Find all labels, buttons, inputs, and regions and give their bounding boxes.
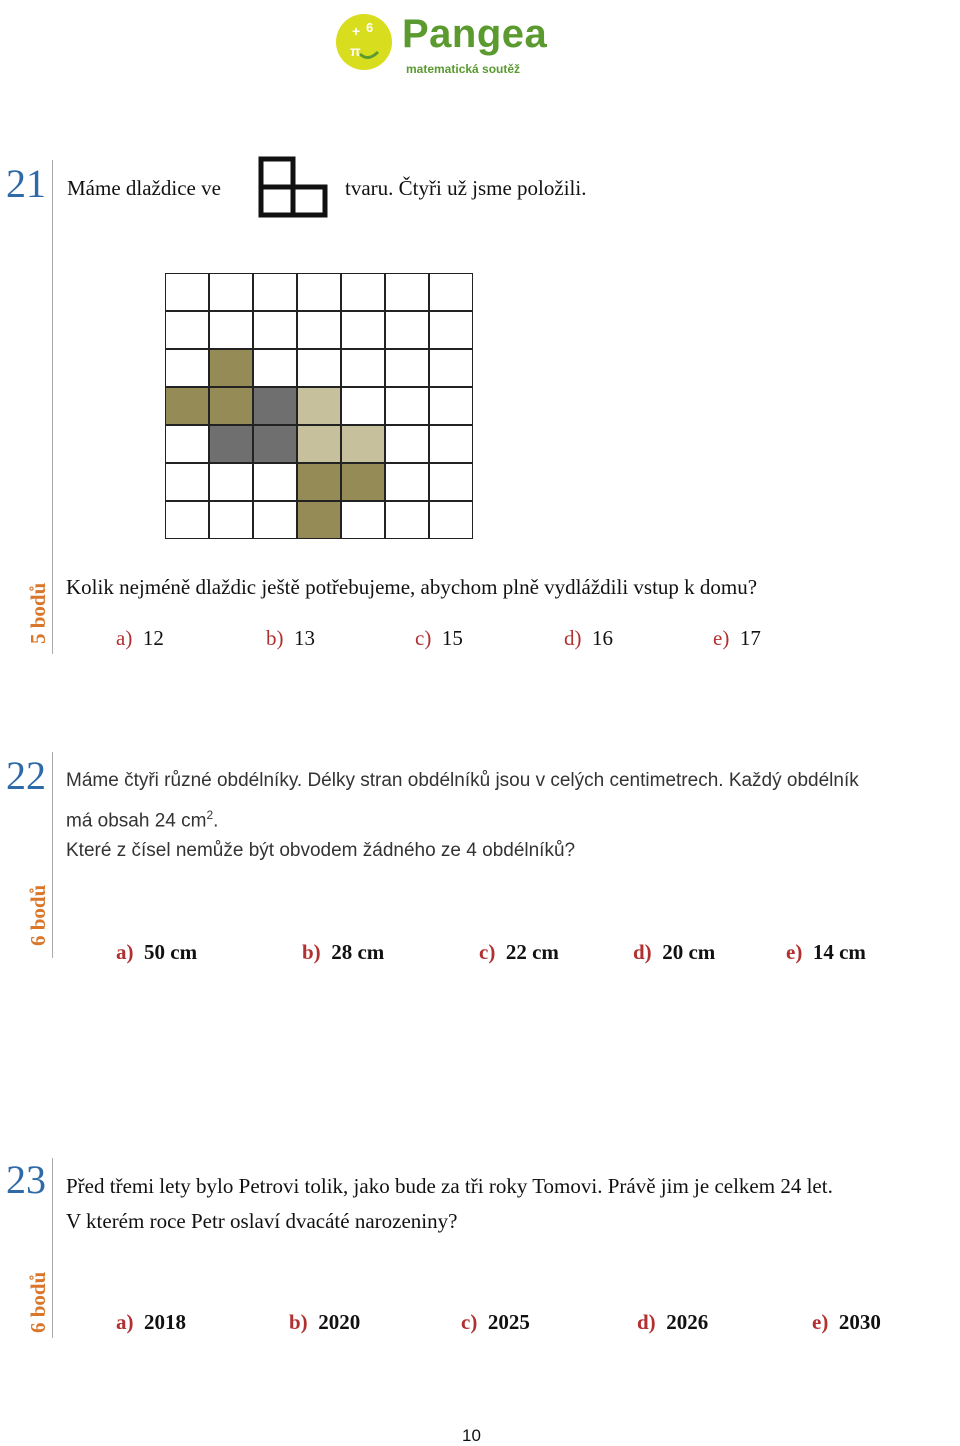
grid-cell-empty <box>385 273 429 311</box>
q22-option-d[interactable] <box>633 940 715 965</box>
grid-cell-empty <box>385 463 429 501</box>
q22-area-text: má obsah 24 cm <box>66 810 207 832</box>
grid-cell-empty <box>165 425 209 463</box>
grid-cell-empty <box>385 501 429 539</box>
q21-option-b[interactable] <box>266 626 315 651</box>
option-letter: e) <box>786 940 803 964</box>
option-value: 2020 <box>318 1310 361 1334</box>
grid-cell-empty <box>165 463 209 501</box>
q23-line-1: Před třemi lety bylo Petrovi tolik, jako bude za tři roky Tomovi. Právě jim je celkem 24 let. <box>66 1174 833 1198</box>
grid-cell-empty <box>429 349 473 387</box>
grid-cell-empty <box>209 463 253 501</box>
q22-line-2 <box>66 808 218 833</box>
option-value: 20 cm <box>662 940 716 964</box>
option-letter: d) <box>637 1310 656 1334</box>
question-number-22: 22 <box>6 753 46 798</box>
option-value: 2030 <box>838 1310 881 1334</box>
q21-option-c[interactable] <box>415 626 463 651</box>
option-letter: a) <box>116 626 133 650</box>
q22-line-3: Které z čísel nemůže být obvodem žádného ze 4 obdélníků? <box>66 840 576 861</box>
option-value: 22 cm <box>505 940 559 964</box>
logo-brand: Pangea <box>402 12 548 56</box>
option-value: 16 <box>592 626 613 650</box>
option-value: 2018 <box>144 1310 186 1334</box>
option-letter: b) <box>302 940 321 964</box>
q23-line-2: V kterém roce Petr oslaví dvacáté narozeniny? <box>66 1209 458 1233</box>
q21-option-d[interactable] <box>564 626 613 651</box>
grid-cell-empty <box>297 273 341 311</box>
q23-option-e[interactable] <box>812 1310 881 1335</box>
q21-intro-before: Máme dlaždice ve <box>67 176 221 200</box>
grid-cell-empty <box>209 273 253 311</box>
grid-cell-empty <box>341 387 385 425</box>
grid-cell-tiled <box>209 387 253 425</box>
question-22-divider <box>52 752 53 958</box>
grid-cell-tiled <box>209 349 253 387</box>
grid-cell-empty <box>209 311 253 349</box>
q22-line-1: Máme čtyři různé obdélníky. Délky stran obdélníků jsou v celých centimetrech. Každý obdélník <box>66 770 859 791</box>
grid-cell-tiled <box>341 425 385 463</box>
question-21-divider <box>52 160 53 654</box>
question-23-points: 6 bodů <box>26 1271 50 1333</box>
question-number-21: 21 <box>6 161 46 206</box>
grid-cell-empty <box>385 425 429 463</box>
q22-option-c[interactable] <box>479 940 559 965</box>
option-value: 13 <box>294 626 315 650</box>
q23-option-c[interactable] <box>461 1310 530 1335</box>
q22-option-b[interactable] <box>302 940 384 965</box>
q23-option-a[interactable] <box>116 1310 186 1335</box>
grid-cell-empty <box>429 273 473 311</box>
option-value: 17 <box>739 626 761 650</box>
svg-text:6: 6 <box>366 20 374 35</box>
option-letter: c) <box>461 1310 478 1334</box>
grid-cell-tiled <box>297 501 341 539</box>
q21-option-a[interactable] <box>116 626 164 651</box>
grid-cell-empty <box>429 501 473 539</box>
q23-option-d[interactable] <box>637 1310 708 1335</box>
grid-cell-tiled <box>297 387 341 425</box>
grid-cell-tiled <box>253 387 297 425</box>
logo-tagline: matematická soutěž <box>406 62 521 76</box>
question-number-23: 23 <box>6 1157 46 1202</box>
q22-option-a[interactable] <box>116 940 197 965</box>
q21-question: Kolik nejméně dlaždic ještě potřebujeme, abychom plně vydláždili vstup k domu? <box>66 575 758 599</box>
option-value: 50 cm <box>144 940 198 964</box>
option-letter: c) <box>479 940 496 964</box>
grid-cell-tiled <box>253 425 297 463</box>
q21-intro-after: tvaru. Čtyři už jsme položili. <box>345 176 587 200</box>
option-letter: a) <box>116 1310 134 1334</box>
svg-text:π: π <box>350 43 361 59</box>
grid-cell-empty <box>429 311 473 349</box>
q22-area-exponent: 2 <box>206 808 214 822</box>
grid-cell-empty <box>385 349 429 387</box>
grid-cell-empty <box>253 273 297 311</box>
grid-cell-empty <box>385 387 429 425</box>
grid-cell-empty <box>385 311 429 349</box>
grid-cell-empty <box>429 387 473 425</box>
option-letter: a) <box>116 940 134 964</box>
grid-cell-empty <box>165 501 209 539</box>
grid-cell-empty <box>341 501 385 539</box>
grid-cell-empty <box>165 273 209 311</box>
l-tile-shape-icon <box>258 156 328 218</box>
option-letter: b) <box>266 626 284 650</box>
option-value: 2026 <box>666 1310 709 1334</box>
q21-option-e[interactable] <box>713 626 761 651</box>
q22-area-period: . <box>213 810 219 832</box>
grid-cell-empty <box>341 311 385 349</box>
grid-cell-empty <box>165 311 209 349</box>
grid-cell-empty <box>253 463 297 501</box>
option-value: 28 cm <box>331 940 385 964</box>
grid-cell-tiled <box>165 387 209 425</box>
grid-cell-tiled <box>297 425 341 463</box>
tiling-grid <box>165 273 473 537</box>
grid-cell-tiled <box>209 425 253 463</box>
question-22-points: 6 bodů <box>26 884 50 946</box>
grid-cell-empty <box>297 311 341 349</box>
grid-cell-empty <box>253 349 297 387</box>
grid-cell-empty <box>253 311 297 349</box>
option-letter: b) <box>289 1310 308 1334</box>
option-letter: e) <box>713 626 730 650</box>
grid-cell-empty <box>297 349 341 387</box>
question-23-divider <box>52 1158 53 1338</box>
grid-cell-tiled <box>297 463 341 501</box>
pangea-logo <box>330 6 590 82</box>
option-letter: d) <box>564 626 582 650</box>
grid-cell-tiled <box>341 463 385 501</box>
svg-text:+: + <box>352 23 361 39</box>
grid-cell-empty <box>209 501 253 539</box>
logo-emblem-icon <box>330 6 400 76</box>
q23-option-b[interactable] <box>289 1310 360 1335</box>
option-value: 12 <box>142 626 164 650</box>
grid-cell-empty <box>429 425 473 463</box>
question-21-points: 5 bodů <box>26 582 50 644</box>
q22-option-e[interactable] <box>786 940 866 965</box>
option-letter: e) <box>812 1310 829 1334</box>
option-letter: d) <box>633 940 652 964</box>
page-number: 10 <box>462 1426 481 1445</box>
grid-cell-empty <box>341 349 385 387</box>
option-letter: c) <box>415 626 432 650</box>
option-value: 2025 <box>487 1310 530 1334</box>
grid-cell-empty <box>341 273 385 311</box>
option-value: 14 cm <box>812 940 866 964</box>
grid-cell-empty <box>165 349 209 387</box>
grid-cell-empty <box>253 501 297 539</box>
option-value: 15 <box>441 626 463 650</box>
grid-cell-empty <box>429 463 473 501</box>
